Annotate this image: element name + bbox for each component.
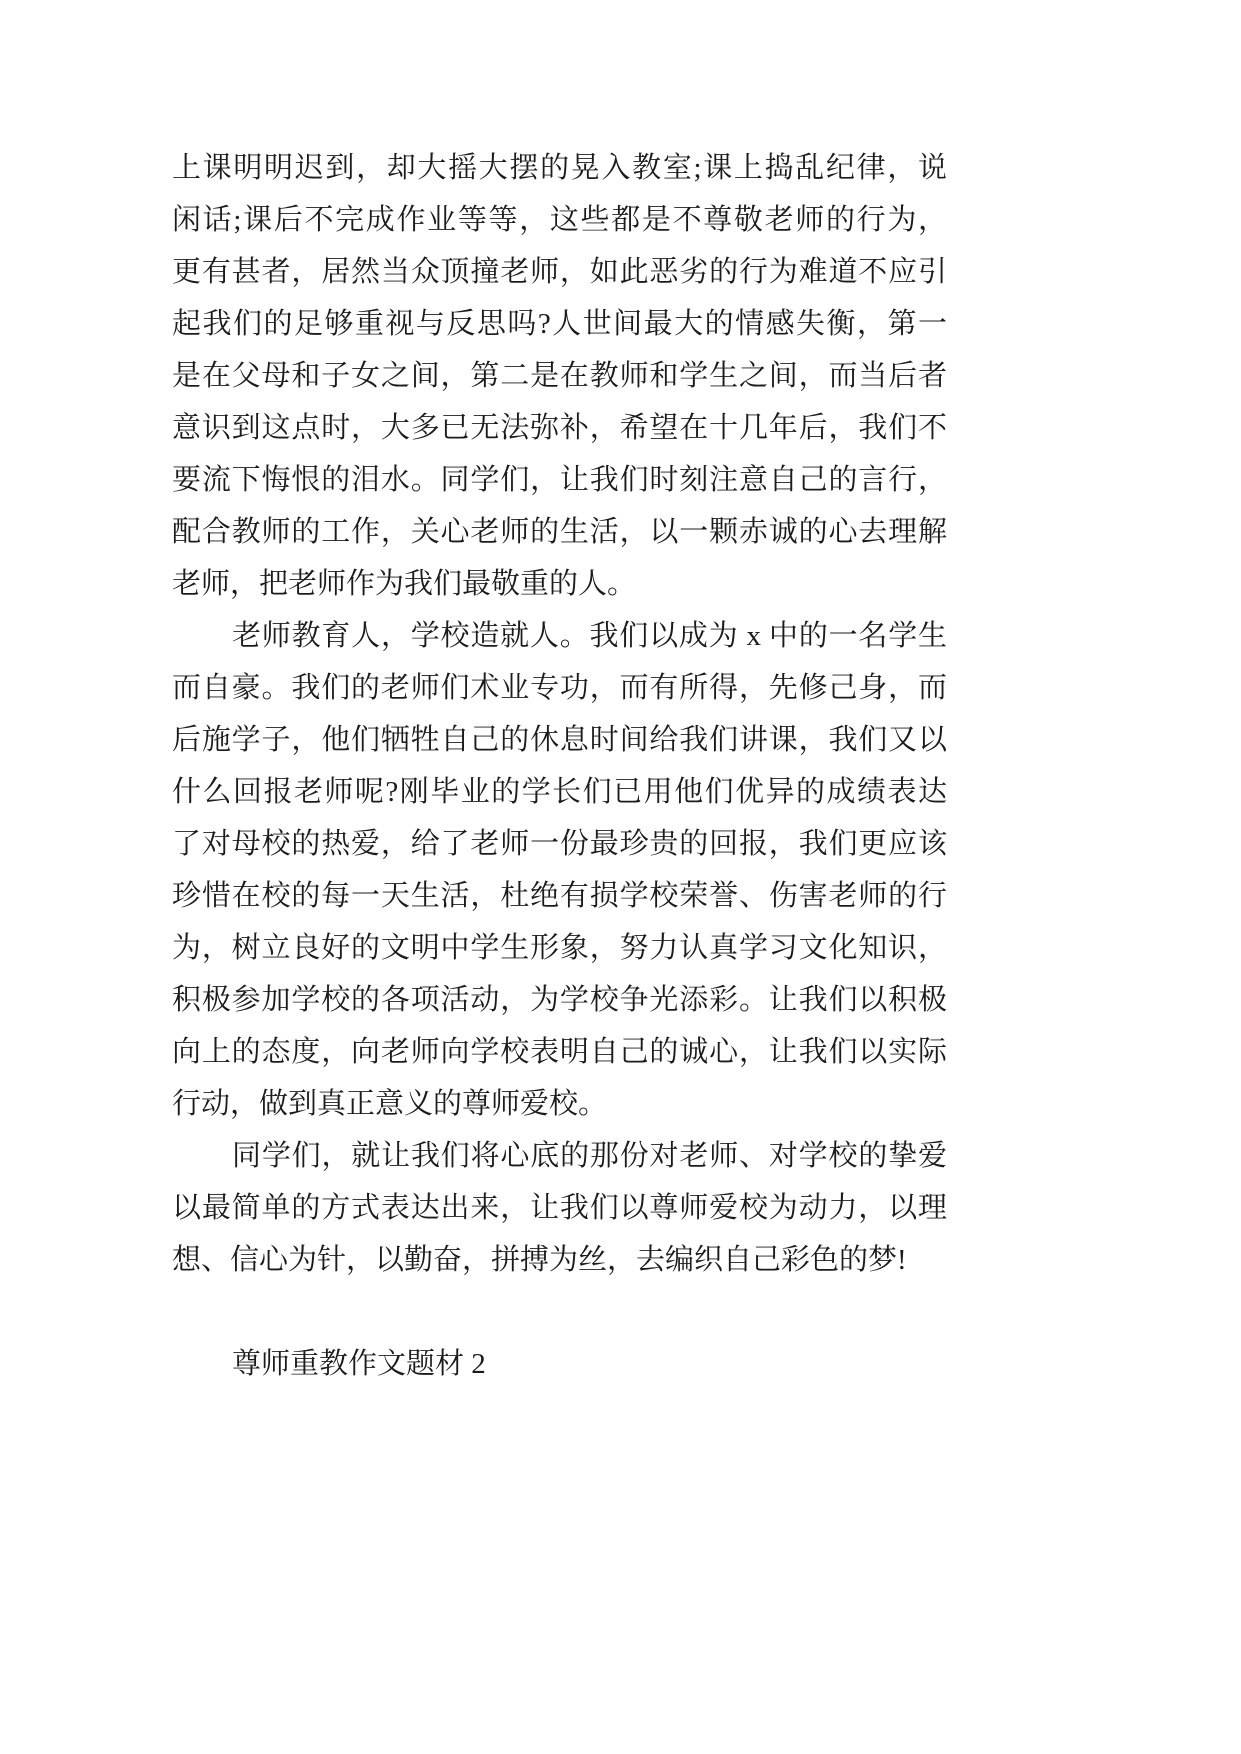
text-line: 积极参加学校的各项活动，为学校争光添彩。让我们以积极 (172, 984, 947, 1016)
text-line: 上课明明迟到，却大摇大摆的晃入教室;课上捣乱纪律，说 (172, 152, 947, 184)
text-line: 了对母校的热爱，给了老师一份最珍贵的回报，我们更应该 (172, 828, 947, 860)
text-line: 闲话;课后不完成作业等等，这些都是不尊敬老师的行为， (172, 204, 947, 236)
text-line: 为，树立良好的文明中学生形象，努力认真学习文化知识， (172, 932, 947, 964)
text-line: 意识到这点时，大多已无法弥补，希望在十几年后，我们不 (172, 412, 947, 444)
document-body (172, 142, 947, 1390)
text-line: 老师，把老师作为我们最敬重的人。 (172, 568, 637, 600)
text-line: 更有甚者，居然当众顶撞老师，如此恶劣的行为难道不应引 (172, 256, 947, 288)
text-line: 配合教师的工作，关心老师的生活，以一颗赤诚的心去理解 (172, 516, 947, 548)
text-line: 老师教育人，学校造就人。我们以成为 x 中的一名学生 (232, 620, 947, 652)
text-line: 而自豪。我们的老师们术业专功，而有所得，先修己身，而 (172, 672, 947, 704)
text-line: 向上的态度，向老师向学校表明自己的诚心，让我们以实际 (172, 1036, 947, 1068)
text-line: 珍惜在校的每一天生活，杜绝有损学校荣誉、伤害老师的行 (172, 880, 947, 912)
text-line: 后施学子，他们牺牲自己的休息时间给我们讲课，我们又以 (172, 724, 947, 756)
text-line: 是在父母和子女之间，第二是在教师和学生之间，而当后者 (172, 360, 947, 392)
paragraph-3 (172, 1130, 947, 1286)
text-line: 想、信心为针，以勤奋，拼搏为丝，去编织自己彩色的梦! (172, 1244, 907, 1276)
text-line: 以最简单的方式表达出来，让我们以尊师爱校为动力，以理 (172, 1192, 947, 1224)
paragraph-1 (172, 142, 947, 610)
paragraph-2 (172, 610, 947, 1130)
text-line: 要流下悔恨的泪水。同学们，让我们时刻注意自己的言行， (172, 464, 947, 496)
text-line: 同学们，就让我们将心底的那份对老师、对学校的挚爱 (232, 1140, 947, 1172)
text-line: 起我们的足够重视与反思吗?人世间最大的情感失衡，第一 (172, 308, 947, 340)
text-line: 什么回报老师呢?刚毕业的学长们已用他们优异的成绩表达 (172, 776, 947, 808)
section-heading: 尊师重教作文题材 2 (232, 1348, 486, 1380)
text-line: 行动，做到真正意义的尊师爱校。 (172, 1088, 608, 1120)
